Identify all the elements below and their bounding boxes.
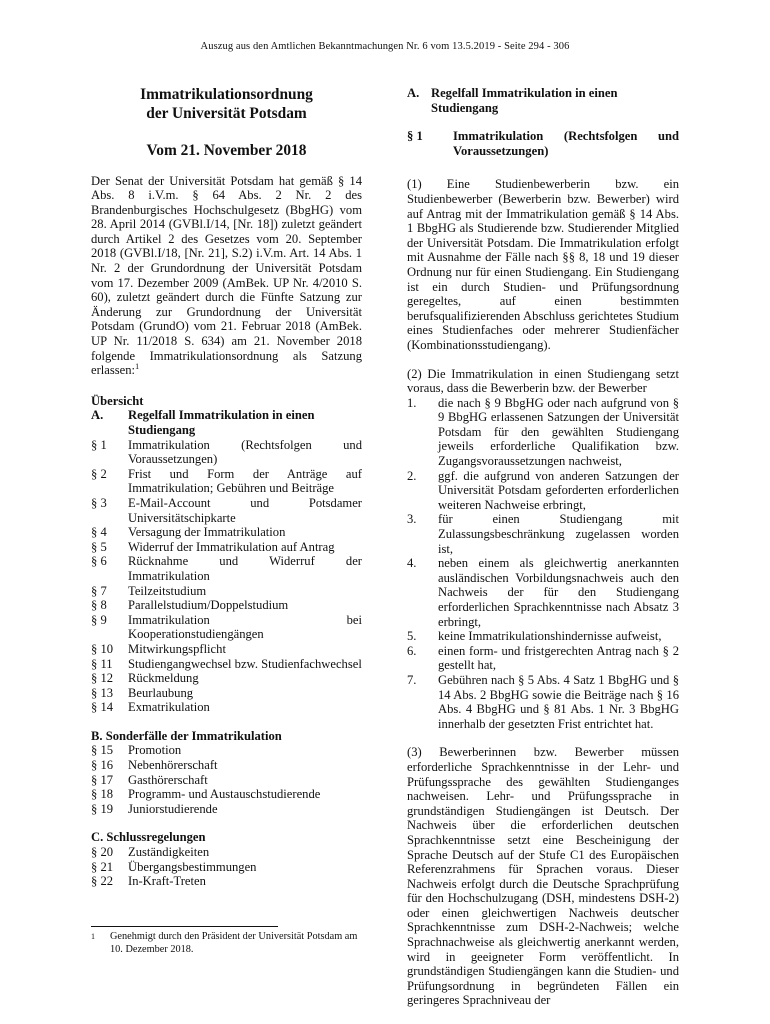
toc-section-a <box>91 408 362 437</box>
list-item-number: 5. <box>407 629 417 644</box>
toc-list-a <box>91 438 362 715</box>
toc-entry-text: Promotion <box>128 743 182 758</box>
absatz-2-intro: (2) Die Immatrikulation in einen Studiengang setzt voraus, dass die Bewerberin bzw. der Bewerber <box>407 366 679 396</box>
toc-entry-text: Rücknahme und Widerruf der Immatrikulation <box>128 554 362 583</box>
toc-entry <box>91 554 362 583</box>
left-column <box>91 86 362 889</box>
list-item <box>407 644 679 673</box>
toc-entry-number: § 4 <box>91 525 107 540</box>
toc-entry <box>91 496 362 525</box>
toc-entry-number: § 16 <box>91 758 114 773</box>
toc-list-b <box>91 743 362 816</box>
toc-entry <box>91 525 362 540</box>
list-item <box>407 512 679 556</box>
toc-entry-text: Gasthörerschaft <box>128 772 208 787</box>
paragraph-1-title: Immatrikulation (Rechtsfolgen und Voraussetzungen) <box>453 129 679 158</box>
toc-entry-number: § 3 <box>91 495 107 510</box>
absatz-2-list <box>407 396 679 732</box>
list-item-text: einen form- und fristgerechten Antrag nach § 2 gestellt hat, <box>438 643 679 673</box>
toc-entry-number: § 18 <box>91 787 114 802</box>
toc-entry-number: § 22 <box>91 874 114 889</box>
toc-entry-text: Nebenhörerschaft <box>128 758 218 773</box>
paragraph-1-label: § 1 <box>407 129 423 144</box>
list-item-number: 4. <box>407 556 417 571</box>
section-a-label: A. <box>407 86 420 100</box>
toc-entry-number: § 12 <box>91 671 114 686</box>
toc-section-a-title: Regelfall Immatrikulation in einen Studiengang <box>128 408 315 437</box>
toc-entry-number: § 14 <box>91 700 114 715</box>
toc-entry-text: Beurlaubung <box>128 685 194 700</box>
toc-entry-text: Übergangsbestimmungen <box>128 859 257 874</box>
toc-entry-text: Zuständigkeiten <box>128 845 210 860</box>
toc-entry-number: § 7 <box>91 583 107 598</box>
toc-entry <box>91 467 362 496</box>
toc-entry <box>91 787 362 802</box>
toc-entry <box>91 700 362 715</box>
preamble <box>91 174 362 378</box>
toc-entry-text: Juniorstudierende <box>128 801 218 816</box>
toc-entry <box>91 845 362 860</box>
toc-section-b <box>91 729 362 744</box>
toc-entry-text: Parallelstudium/Doppelstudium <box>128 598 289 613</box>
toc-entry-text: E-Mail-Account und Potsdamer Universitätschipkarte <box>128 495 362 525</box>
toc-entry-text: Mitwirkungspflicht <box>128 641 226 656</box>
list-item-number: 6. <box>407 643 417 658</box>
list-item <box>407 469 679 513</box>
toc-entry-number: § 6 <box>91 554 107 569</box>
toc-entry <box>91 686 362 701</box>
toc-entry <box>91 438 362 467</box>
list-item <box>407 396 679 469</box>
toc-entry-number: § 2 <box>91 466 107 481</box>
list-item-text: für einen Studiengang mit Zulassungsbeschränkung zugelassen worden ist, <box>438 512 679 556</box>
toc-entry <box>91 802 362 817</box>
toc-section-c <box>91 830 362 845</box>
toc-entry <box>91 598 362 613</box>
list-item <box>407 629 679 644</box>
list-item-text: neben einem als gleichwertig anerkannten ausländischen Vorbildungsnachweis auch den Nachweis der für den Studiengang erforderlichen Sprachkenntnisse nach Absatz 3 erbringt, <box>438 556 679 629</box>
toc-entry <box>91 540 362 555</box>
list-item-text: keine Immatrikulationshindernisse aufweist, <box>438 629 662 644</box>
list-item-text: die nach § 9 BbgHG oder nach aufgrund von § 9 BbgHG erlassenen Satzungen der Universität Potsdam für den gewählten Studiengang jeweils erforderliche Qualifikation bzw. Zugangsvoraussetzungen nachweist, <box>438 395 679 469</box>
toc-entry <box>91 758 362 773</box>
absatz-3: (3) Bewerberinnen bzw. Bewerber müssen erforderliche Sprachkenntnisse in der Lehr- und Prüfungssprache des gewählten Studienganges nachweisen. Lehr- und Prüfungssprache in grundständigen Studiengängen ist Deutsch. Der Nachweis über die erforderlichen deutschen Sprachkenntnisse setzt eine Bescheinigung der Sprache Deutsch auf der Stufe C1 des Europäischen Referenzrahmens für Sprachen voraus. Dieser Nachweis erfolgt durch die Deutsche Sprachprüfung für den Hochschulzugang (DSH, mindestens DSH-2) oder einen gleichwertigen Nachweis deutscher Sprachkenntnisse zum DSH-2-Nachweis; welche Sprachnachweise als gleichwertig anerkannt werden, wird in geeigneter Form veröffentlicht. In grundständigen Studiengängen kann die Studien- und Prüfungsordnung in begründeten Fällen ein geringeres Sprachniveau der <box>407 745 679 1008</box>
section-a-heading <box>407 86 679 115</box>
toc-entry-number: § 20 <box>91 845 114 860</box>
toc-entry <box>91 773 362 788</box>
preamble-text: Der Senat der Universität Potsdam hat gemäß § 14 Abs. 8 i.V.m. § 64 Abs. 2 Nr. 2 des Brandenburgisches Hochschulgesetz (BbgHG) vom 28. April 2014 (GVBl.I/14, [Nr. 18]) zuletzt geändert durch Artikel 2 des Gesetzes vom 20. September 2018 (GVBl.I/18, [Nr. 21], S.2) i.V.m. Art. 14 Abs. 1 Nr. 2 der Grundordnung der Universität Potsdam vom 17. Dezember 2009 (AmBek. UP Nr. 4/2010 S. 60), zuletzt geändert durch die Fünfte Satzung zur Änderung zur Grundordnung der Universität Potsdam (GrundO) vom 21. Februar 2018 (AmBek. UP Nr. 11/2018 S. 634) am 21. November 2018 folgende Immatrikulationsordnung als Satzung erlassen: <box>91 173 362 378</box>
toc-entry <box>91 743 362 758</box>
toc-section-a-label: A. <box>91 408 104 423</box>
toc-entry-number: § 5 <box>91 539 107 554</box>
list-item-number: 7. <box>407 672 417 687</box>
document-date: Vom 21. November 2018 <box>146 142 307 159</box>
toc-entry <box>91 584 362 599</box>
toc-entry-text: Programm- und Austauschstudierende <box>128 787 321 802</box>
toc-entry-number: § 8 <box>91 598 107 613</box>
toc-entry-text: Teilzeitstudium <box>128 583 207 598</box>
toc-entry <box>91 671 362 686</box>
toc-entry-text: Frist und Form der Anträge auf Immatrikulation; Gebühren und Beiträge <box>128 466 362 496</box>
list-item-number: 3. <box>407 512 417 527</box>
toc-entry-number: § 11 <box>91 656 113 671</box>
title-line-2: der Universität Potsdam <box>146 104 307 122</box>
toc-entry <box>91 657 362 672</box>
toc-entry-number: § 10 <box>91 641 114 656</box>
toc-entry-number: § 9 <box>91 612 107 627</box>
paragraph-1-heading <box>407 129 679 158</box>
toc-entry-text: Immatrikulation (Rechtsfolgen und Voraussetzungen) <box>128 437 362 467</box>
toc-entry-number: § 21 <box>91 859 114 874</box>
toc-entry-number: § 19 <box>91 801 114 816</box>
footnote-divider <box>91 926 278 927</box>
toc-entry <box>91 874 362 889</box>
section-a-title: Regelfall Immatrikulation in einen Studiengang <box>431 86 618 115</box>
toc-entry <box>91 642 362 657</box>
toc-entry <box>91 613 362 642</box>
overview-title: Übersicht <box>91 393 144 408</box>
list-item-text: ggf. die aufgrund von anderen Satzungen der Universität Potsdam geforderten erforderlichen weiteren Nachweise erbringt, <box>438 468 679 512</box>
toc-entry-number: § 15 <box>91 743 114 758</box>
toc-entry-text: In-Kraft-Treten <box>128 874 206 889</box>
toc-entry-number: § 1 <box>91 437 107 452</box>
right-column <box>407 86 679 1008</box>
toc-entry <box>91 860 362 875</box>
list-item-text: Gebühren nach § 5 Abs. 4 Satz 1 BbgHG und § 14 Abs. 2 BbgHG sowie die Beiträge nach § 16 Abs. 4 BbgHG und § 81 Abs. 1 Nr. 3 BbgHG innerhalb der gesetzten Frist entrichtet hat. <box>438 672 679 731</box>
title-line-1: Immatrikulationsordnung <box>140 86 313 103</box>
list-item <box>407 673 679 731</box>
toc-entry-number: § 13 <box>91 685 114 700</box>
toc-entry-text: Studiengangwechsel bzw. Studienfachwechsel <box>128 656 362 671</box>
list-item-number: 1. <box>407 395 417 410</box>
page-header: Auszug aus den Amtlichen Bekanntmachungen Nr. 6 vom 13.5.2019 - Seite 294 - 306 <box>200 41 570 52</box>
toc-entry-number: § 17 <box>91 772 114 787</box>
absatz-1: (1) Eine Studienbewerberin bzw. ein Studienbewerber (Bewerberin bzw. Bewerber) wird auf Antrag mit der Immatrikulation gemäß § 14 Abs. 1 BbgHG als Studierende bzw. Studierender Mitglied der Universität Potsdam. Die Immatrikulation erfolgt mit Ausnahme der Fälle nach §§ 8, 18 und 19 dieser Ordnung nur für einen Studiengang. Ein Studiengang ist ein durch Studien- und Prüfungsordnung geregeltes, auf einen bestimmten berufsqualifizierenden Abschluss gerichtetes Studium eines Studienfaches oder mehrerer Studienfächer (Kombinationsstudiengang). <box>407 177 679 352</box>
toc-entry-text: Versagung der Immatrikulation <box>128 525 286 540</box>
toc-section-c-title: C. Schlussregelungen <box>91 830 206 845</box>
footnote <box>91 931 363 956</box>
toc-entry-text: Exmatrikulation <box>128 700 210 715</box>
toc-entry-text: Immatrikulation bei Kooperationstudiengängen <box>128 612 362 642</box>
list-item-number: 2. <box>407 468 417 483</box>
footnote-text: Genehmigt durch den Präsident der Universität Potsdam am 10. Dezember 2018. <box>110 931 358 955</box>
document-title <box>91 86 362 123</box>
toc-section-b-title: B. Sonderfälle der Immatrikulation <box>91 728 282 743</box>
toc-entry-text: Rückmeldung <box>128 671 199 686</box>
footnote-number: 1 <box>91 932 95 941</box>
footnote-mark: 1 <box>135 362 140 372</box>
toc-list-c <box>91 845 362 889</box>
list-item <box>407 556 679 629</box>
toc-entry-text: Widerruf der Immatrikulation auf Antrag <box>128 539 335 554</box>
